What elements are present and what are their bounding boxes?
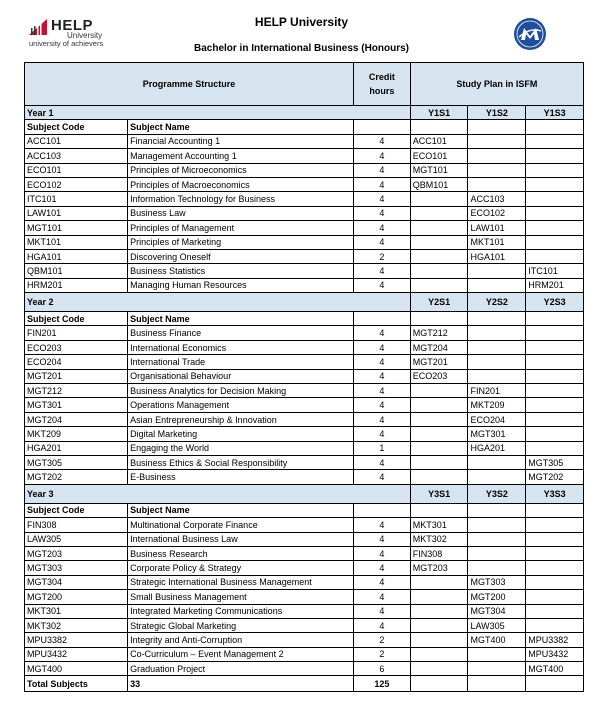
semester-2-cell <box>468 149 526 163</box>
credit-hours-cell: 1 <box>353 441 410 455</box>
semester-3-cell <box>526 546 584 560</box>
subject-code-cell: LAW305 <box>25 532 128 546</box>
empty-cell <box>410 503 468 517</box>
semester-2-cell: MKT209 <box>468 398 526 412</box>
subject-code-cell: HGA201 <box>25 441 128 455</box>
semester-2-cell <box>468 546 526 560</box>
semester-3-cell <box>526 532 584 546</box>
credit-hours-cell: 4 <box>353 235 410 249</box>
table-row <box>25 355 584 369</box>
subject-name-cell: Strategic International Business Management <box>128 575 354 589</box>
semester-2-cell <box>468 662 526 676</box>
subject-code-cell: ECO204 <box>25 355 128 369</box>
subject-name-cell: Operations Management <box>128 398 354 412</box>
total-credits-value: 125 <box>353 676 410 692</box>
subject-code-cell: ACC103 <box>25 149 128 163</box>
subject-code-cell: ECO203 <box>25 340 128 354</box>
table-row <box>25 134 584 148</box>
subject-name-cell: Business Finance <box>128 326 354 340</box>
semester-3-cell <box>526 384 584 398</box>
year-row <box>25 106 584 120</box>
subject-code-cell: MGT303 <box>25 561 128 575</box>
table-row <box>25 470 584 484</box>
subject-code-cell: MKT209 <box>25 427 128 441</box>
credit-hours-cell: 4 <box>353 340 410 354</box>
subject-code-cell: MGT204 <box>25 412 128 426</box>
semester-3-cell: MPU3382 <box>526 633 584 647</box>
subject-name-cell: Co-Curriculum – Event Management 2 <box>128 647 354 661</box>
semester-1-cell <box>410 192 468 206</box>
semester-3-cell: MGT305 <box>526 455 584 469</box>
document-title: HELP University <box>254 15 349 29</box>
semester-1-cell <box>410 264 468 278</box>
table-row <box>25 633 584 647</box>
year-label: Year 3 <box>25 484 411 503</box>
credit-hours-cell: 4 <box>353 532 410 546</box>
subject-code-cell: MGT202 <box>25 470 128 484</box>
semester-2-cell <box>468 177 526 191</box>
subject-name-cell: Graduation Project <box>128 662 354 676</box>
semester-1-cell <box>410 590 468 604</box>
semester-3-cell <box>526 369 584 383</box>
semester-2-cell: HGA201 <box>468 441 526 455</box>
semester-3-cell <box>526 412 584 426</box>
subject-name-header: Subject Name <box>128 503 354 517</box>
semester-3-cell: HRM201 <box>526 278 584 292</box>
credit-hours-cell: 6 <box>353 662 410 676</box>
credit-hours-cell: 4 <box>353 470 410 484</box>
subject-code-cell: ECO101 <box>25 163 128 177</box>
table-row <box>25 455 584 469</box>
table-row <box>25 249 584 263</box>
table-row <box>25 206 584 220</box>
credit-hours-cell: 4 <box>353 264 410 278</box>
subject-name-cell: International Business Law <box>128 532 354 546</box>
semester-1-cell <box>410 575 468 589</box>
year-row <box>25 293 584 312</box>
year-label: Year 1 <box>25 106 411 120</box>
credit-hours-cell: 4 <box>353 355 410 369</box>
subject-name-cell: International Trade <box>128 355 354 369</box>
subject-code-cell: MGT203 <box>25 546 128 560</box>
subject-code-cell: ACC101 <box>25 134 128 148</box>
table-row <box>25 278 584 292</box>
semester-2-cell <box>468 340 526 354</box>
semester-3-cell <box>526 134 584 148</box>
semester-1-cell <box>410 633 468 647</box>
credit-hours-cell: 4 <box>353 518 410 532</box>
semester-3-cell <box>526 235 584 249</box>
table-row <box>25 412 584 426</box>
year-label: Year 2 <box>25 293 411 312</box>
subject-name-cell: Principles of Management <box>128 221 354 235</box>
subject-name-cell: Information Technology for Business <box>128 192 354 206</box>
table-row <box>25 546 584 560</box>
semester-1-cell <box>410 412 468 426</box>
semester-2-cell <box>468 163 526 177</box>
semester-3-cell: MGT400 <box>526 662 584 676</box>
subject-code-header: Subject Code <box>25 312 128 326</box>
semester-3-cell <box>526 398 584 412</box>
semester-2-cell <box>468 561 526 575</box>
subject-code-cell: ECO102 <box>25 177 128 191</box>
table-row <box>25 590 584 604</box>
table-row <box>25 647 584 661</box>
semester-2-cell <box>468 369 526 383</box>
semester-2-cell: ECO102 <box>468 206 526 220</box>
semester-label: Y3S1 <box>410 484 468 503</box>
empty-cell <box>468 312 526 326</box>
semester-1-cell <box>410 221 468 235</box>
semester-1-cell <box>410 206 468 220</box>
subject-code-cell: MKT101 <box>25 235 128 249</box>
semester-3-cell <box>526 355 584 369</box>
semester-1-cell: ACC101 <box>410 134 468 148</box>
table-row <box>25 575 584 589</box>
credit-hours-cell: 4 <box>353 455 410 469</box>
semester-1-cell <box>410 398 468 412</box>
table-row <box>25 427 584 441</box>
semester-3-cell <box>526 192 584 206</box>
semester-3-cell <box>526 561 584 575</box>
semester-2-cell <box>468 278 526 292</box>
logo-sub: University <box>67 31 103 40</box>
table-row <box>25 561 584 575</box>
subject-code-cell: ITC101 <box>25 192 128 206</box>
subject-code-cell: MKT302 <box>25 618 128 632</box>
semester-1-cell <box>410 441 468 455</box>
total-row <box>25 676 584 692</box>
credit-hours-cell: 2 <box>353 633 410 647</box>
programme-structure-table <box>24 62 584 692</box>
semester-3-cell <box>526 590 584 604</box>
table-row <box>25 398 584 412</box>
semester-label: Y1S2 <box>468 106 526 120</box>
table-row <box>25 192 584 206</box>
subject-name-cell: Principles of Macroeconomics <box>128 177 354 191</box>
empty-cell <box>468 120 526 134</box>
empty-cell <box>526 312 584 326</box>
credit-hours-cell: 4 <box>353 412 410 426</box>
subject-name-cell: Business Ethics & Social Responsibility <box>128 455 354 469</box>
logo-tagline: university of achievers <box>29 39 104 48</box>
semester-1-cell <box>410 455 468 469</box>
semester-1-cell: QBM101 <box>410 177 468 191</box>
semester-2-cell: LAW101 <box>468 221 526 235</box>
subject-code-cell: MGT304 <box>25 575 128 589</box>
subject-code-header: Subject Code <box>25 503 128 517</box>
semester-1-cell: ECO203 <box>410 369 468 383</box>
table-row <box>25 221 584 235</box>
table-row <box>25 662 584 676</box>
semester-label: Y3S3 <box>526 484 584 503</box>
semester-2-cell: MGT303 <box>468 575 526 589</box>
semester-2-cell <box>468 326 526 340</box>
subject-code-cell: MGT101 <box>25 221 128 235</box>
credit-hours-cell: 4 <box>353 149 410 163</box>
subject-code-header: Subject Code <box>25 120 128 134</box>
credit-hours-cell: 2 <box>353 249 410 263</box>
subject-code-cell: QBM101 <box>25 264 128 278</box>
subject-name-cell: Small Business Management <box>128 590 354 604</box>
credit-hours-cell: 4 <box>353 369 410 383</box>
semester-1-cell: ECO101 <box>410 149 468 163</box>
semester-1-cell <box>410 249 468 263</box>
semester-1-cell <box>410 235 468 249</box>
subject-name-cell: Digital Marketing <box>128 427 354 441</box>
credit-hours-cell: 4 <box>353 427 410 441</box>
subject-code-cell: MGT400 <box>25 662 128 676</box>
subject-column-header-row <box>25 503 584 517</box>
subject-name-cell: Discovering Oneself <box>128 249 354 263</box>
semester-3-cell <box>526 149 584 163</box>
semester-3-cell <box>526 177 584 191</box>
empty-cell <box>526 676 584 692</box>
credit-hours-cell: 4 <box>353 134 410 148</box>
table-row <box>25 604 584 618</box>
semester-3-cell <box>526 249 584 263</box>
document-subtitle: Bachelor in International Business (Honours) <box>193 43 410 54</box>
table-row <box>25 369 584 383</box>
subject-name-cell: Integrated Marketing Communications <box>128 604 354 618</box>
table-row <box>25 326 584 340</box>
credit-hours-cell: 4 <box>353 384 410 398</box>
subject-name-cell: Financial Accounting 1 <box>128 134 354 148</box>
subject-name-cell: Asian Entrepreneurship & Innovation <box>128 412 354 426</box>
credit-hours-cell: 4 <box>353 177 410 191</box>
subject-name-cell: Organisational Behaviour <box>128 369 354 383</box>
subject-code-cell: MGT200 <box>25 590 128 604</box>
subject-name-cell: Strategic Global Marketing <box>128 618 354 632</box>
subject-name-cell: Principles of Microeconomics <box>128 163 354 177</box>
study-plan-header: Study Plan in ISFM <box>410 63 583 106</box>
empty-cell <box>526 120 584 134</box>
semester-1-cell <box>410 647 468 661</box>
credit-hours-cell: 4 <box>353 575 410 589</box>
subject-name-cell: Engaging the World <box>128 441 354 455</box>
semester-3-cell <box>526 206 584 220</box>
subject-name-cell: Business Analytics for Decision Making <box>128 384 354 398</box>
credit-hours-cell: 2 <box>353 647 410 661</box>
semester-3-cell <box>526 441 584 455</box>
semester-1-cell <box>410 278 468 292</box>
subject-name-cell: Multinational Corporate Finance <box>128 518 354 532</box>
credit-hours-header: Credit hours <box>353 63 410 106</box>
empty-cell <box>468 676 526 692</box>
semester-3-cell: MGT202 <box>526 470 584 484</box>
semester-2-cell: LAW305 <box>468 618 526 632</box>
subject-name-cell: Management Accounting 1 <box>128 149 354 163</box>
semester-2-cell: MGT400 <box>468 633 526 647</box>
subject-name-cell: Managing Human Resources <box>128 278 354 292</box>
credit-hours-cell: 4 <box>353 561 410 575</box>
semester-label: Y2S1 <box>410 293 468 312</box>
empty-cell <box>410 120 468 134</box>
semester-1-cell: MGT203 <box>410 561 468 575</box>
credit-hours-cell: 4 <box>353 192 410 206</box>
logo-name: HELP <box>51 17 94 34</box>
semester-2-cell: ECO204 <box>468 412 526 426</box>
subject-name-cell: Business Law <box>128 206 354 220</box>
table-row <box>25 149 584 163</box>
semester-2-cell: MGT200 <box>468 590 526 604</box>
semester-2-cell <box>468 355 526 369</box>
empty-cell <box>353 120 410 134</box>
table-row <box>25 618 584 632</box>
subject-column-header-row <box>25 120 584 134</box>
semester-1-cell <box>410 384 468 398</box>
credit-hours-cell: 4 <box>353 604 410 618</box>
subject-name-cell: Integrity and Anti-Corruption <box>128 633 354 647</box>
subject-code-cell: MGT201 <box>25 369 128 383</box>
subject-name-header: Subject Name <box>128 312 354 326</box>
semester-3-cell <box>526 340 584 354</box>
semester-1-cell <box>410 470 468 484</box>
document-header <box>0 0 603 62</box>
semester-3-cell <box>526 604 584 618</box>
semester-label: Y1S1 <box>410 106 468 120</box>
subject-code-cell: MGT301 <box>25 398 128 412</box>
subject-code-cell: MGT305 <box>25 455 128 469</box>
semester-3-cell <box>526 518 584 532</box>
semester-1-cell: MKT302 <box>410 532 468 546</box>
subject-code-cell: MKT301 <box>25 604 128 618</box>
credit-hours-cell: 4 <box>353 163 410 177</box>
semester-1-cell <box>410 427 468 441</box>
faculty-emblem-icon <box>513 17 547 51</box>
subject-name-cell: Principles of Marketing <box>128 235 354 249</box>
credit-hours-cell: 4 <box>353 278 410 292</box>
semester-1-cell <box>410 604 468 618</box>
semester-2-cell <box>468 518 526 532</box>
semester-label: Y2S3 <box>526 293 584 312</box>
subject-name-cell: E-Business <box>128 470 354 484</box>
table-row <box>25 235 584 249</box>
semester-3-cell <box>526 326 584 340</box>
credit-hours-cell: 4 <box>353 590 410 604</box>
subject-name-cell: Business Research <box>128 546 354 560</box>
programme-structure-header: Programme Structure <box>25 63 354 106</box>
semester-2-cell: MGT304 <box>468 604 526 618</box>
subject-code-cell: LAW101 <box>25 206 128 220</box>
semester-3-cell <box>526 221 584 235</box>
semester-3-cell <box>526 427 584 441</box>
total-subjects-value: 33 <box>128 676 354 692</box>
semester-1-cell: MGT201 <box>410 355 468 369</box>
semester-2-cell <box>468 532 526 546</box>
subject-name-cell: International Economics <box>128 340 354 354</box>
semester-3-cell <box>526 618 584 632</box>
empty-cell <box>410 312 468 326</box>
semester-1-cell <box>410 618 468 632</box>
table-header-row <box>25 63 584 106</box>
semester-label: Y1S3 <box>526 106 584 120</box>
subject-code-cell: HRM201 <box>25 278 128 292</box>
semester-label: Y3S2 <box>468 484 526 503</box>
empty-cell <box>410 676 468 692</box>
year-row <box>25 484 584 503</box>
credit-hours-cell: 4 <box>353 546 410 560</box>
credit-hours-cell: 4 <box>353 326 410 340</box>
semester-2-cell <box>468 134 526 148</box>
semester-2-cell: MGT301 <box>468 427 526 441</box>
table-row <box>25 532 584 546</box>
semester-2-cell <box>468 455 526 469</box>
subject-code-cell: FIN201 <box>25 326 128 340</box>
table-row <box>25 441 584 455</box>
semester-2-cell <box>468 264 526 278</box>
subject-code-cell: MPU3382 <box>25 633 128 647</box>
table-row <box>25 264 584 278</box>
semester-2-cell <box>468 647 526 661</box>
table-row <box>25 163 584 177</box>
semester-1-cell: MGT204 <box>410 340 468 354</box>
semester-1-cell: MGT212 <box>410 326 468 340</box>
semester-3-cell <box>526 575 584 589</box>
semester-2-cell: MKT101 <box>468 235 526 249</box>
credit-hours-cell: 4 <box>353 398 410 412</box>
table-row <box>25 518 584 532</box>
semester-3-cell: ITC101 <box>526 264 584 278</box>
empty-cell <box>526 503 584 517</box>
subject-code-cell: MPU3432 <box>25 647 128 661</box>
credit-hours-cell: 4 <box>353 618 410 632</box>
semester-3-cell: MPU3432 <box>526 647 584 661</box>
subject-column-header-row <box>25 312 584 326</box>
table-row <box>25 340 584 354</box>
subject-code-cell: HGA101 <box>25 249 128 263</box>
semester-2-cell: ACC103 <box>468 192 526 206</box>
empty-cell <box>353 312 410 326</box>
semester-label: Y2S2 <box>468 293 526 312</box>
table-row <box>25 177 584 191</box>
semester-2-cell <box>468 470 526 484</box>
semester-1-cell <box>410 662 468 676</box>
credit-hours-cell: 4 <box>353 221 410 235</box>
empty-cell <box>353 503 410 517</box>
semester-1-cell: MKT301 <box>410 518 468 532</box>
semester-3-cell <box>526 163 584 177</box>
subject-name-cell: Business Statistics <box>128 264 354 278</box>
semester-2-cell: FIN201 <box>468 384 526 398</box>
subject-code-cell: MGT212 <box>25 384 128 398</box>
credit-hours-cell: 4 <box>353 206 410 220</box>
subject-code-cell: FIN308 <box>25 518 128 532</box>
semester-1-cell: MGT101 <box>410 163 468 177</box>
table-row <box>25 384 584 398</box>
subject-name-header: Subject Name <box>128 120 354 134</box>
semester-2-cell: HGA101 <box>468 249 526 263</box>
subject-name-cell: Corporate Policy & Strategy <box>128 561 354 575</box>
semester-1-cell: FIN308 <box>410 546 468 560</box>
empty-cell <box>468 503 526 517</box>
total-label: Total Subjects <box>25 676 128 692</box>
